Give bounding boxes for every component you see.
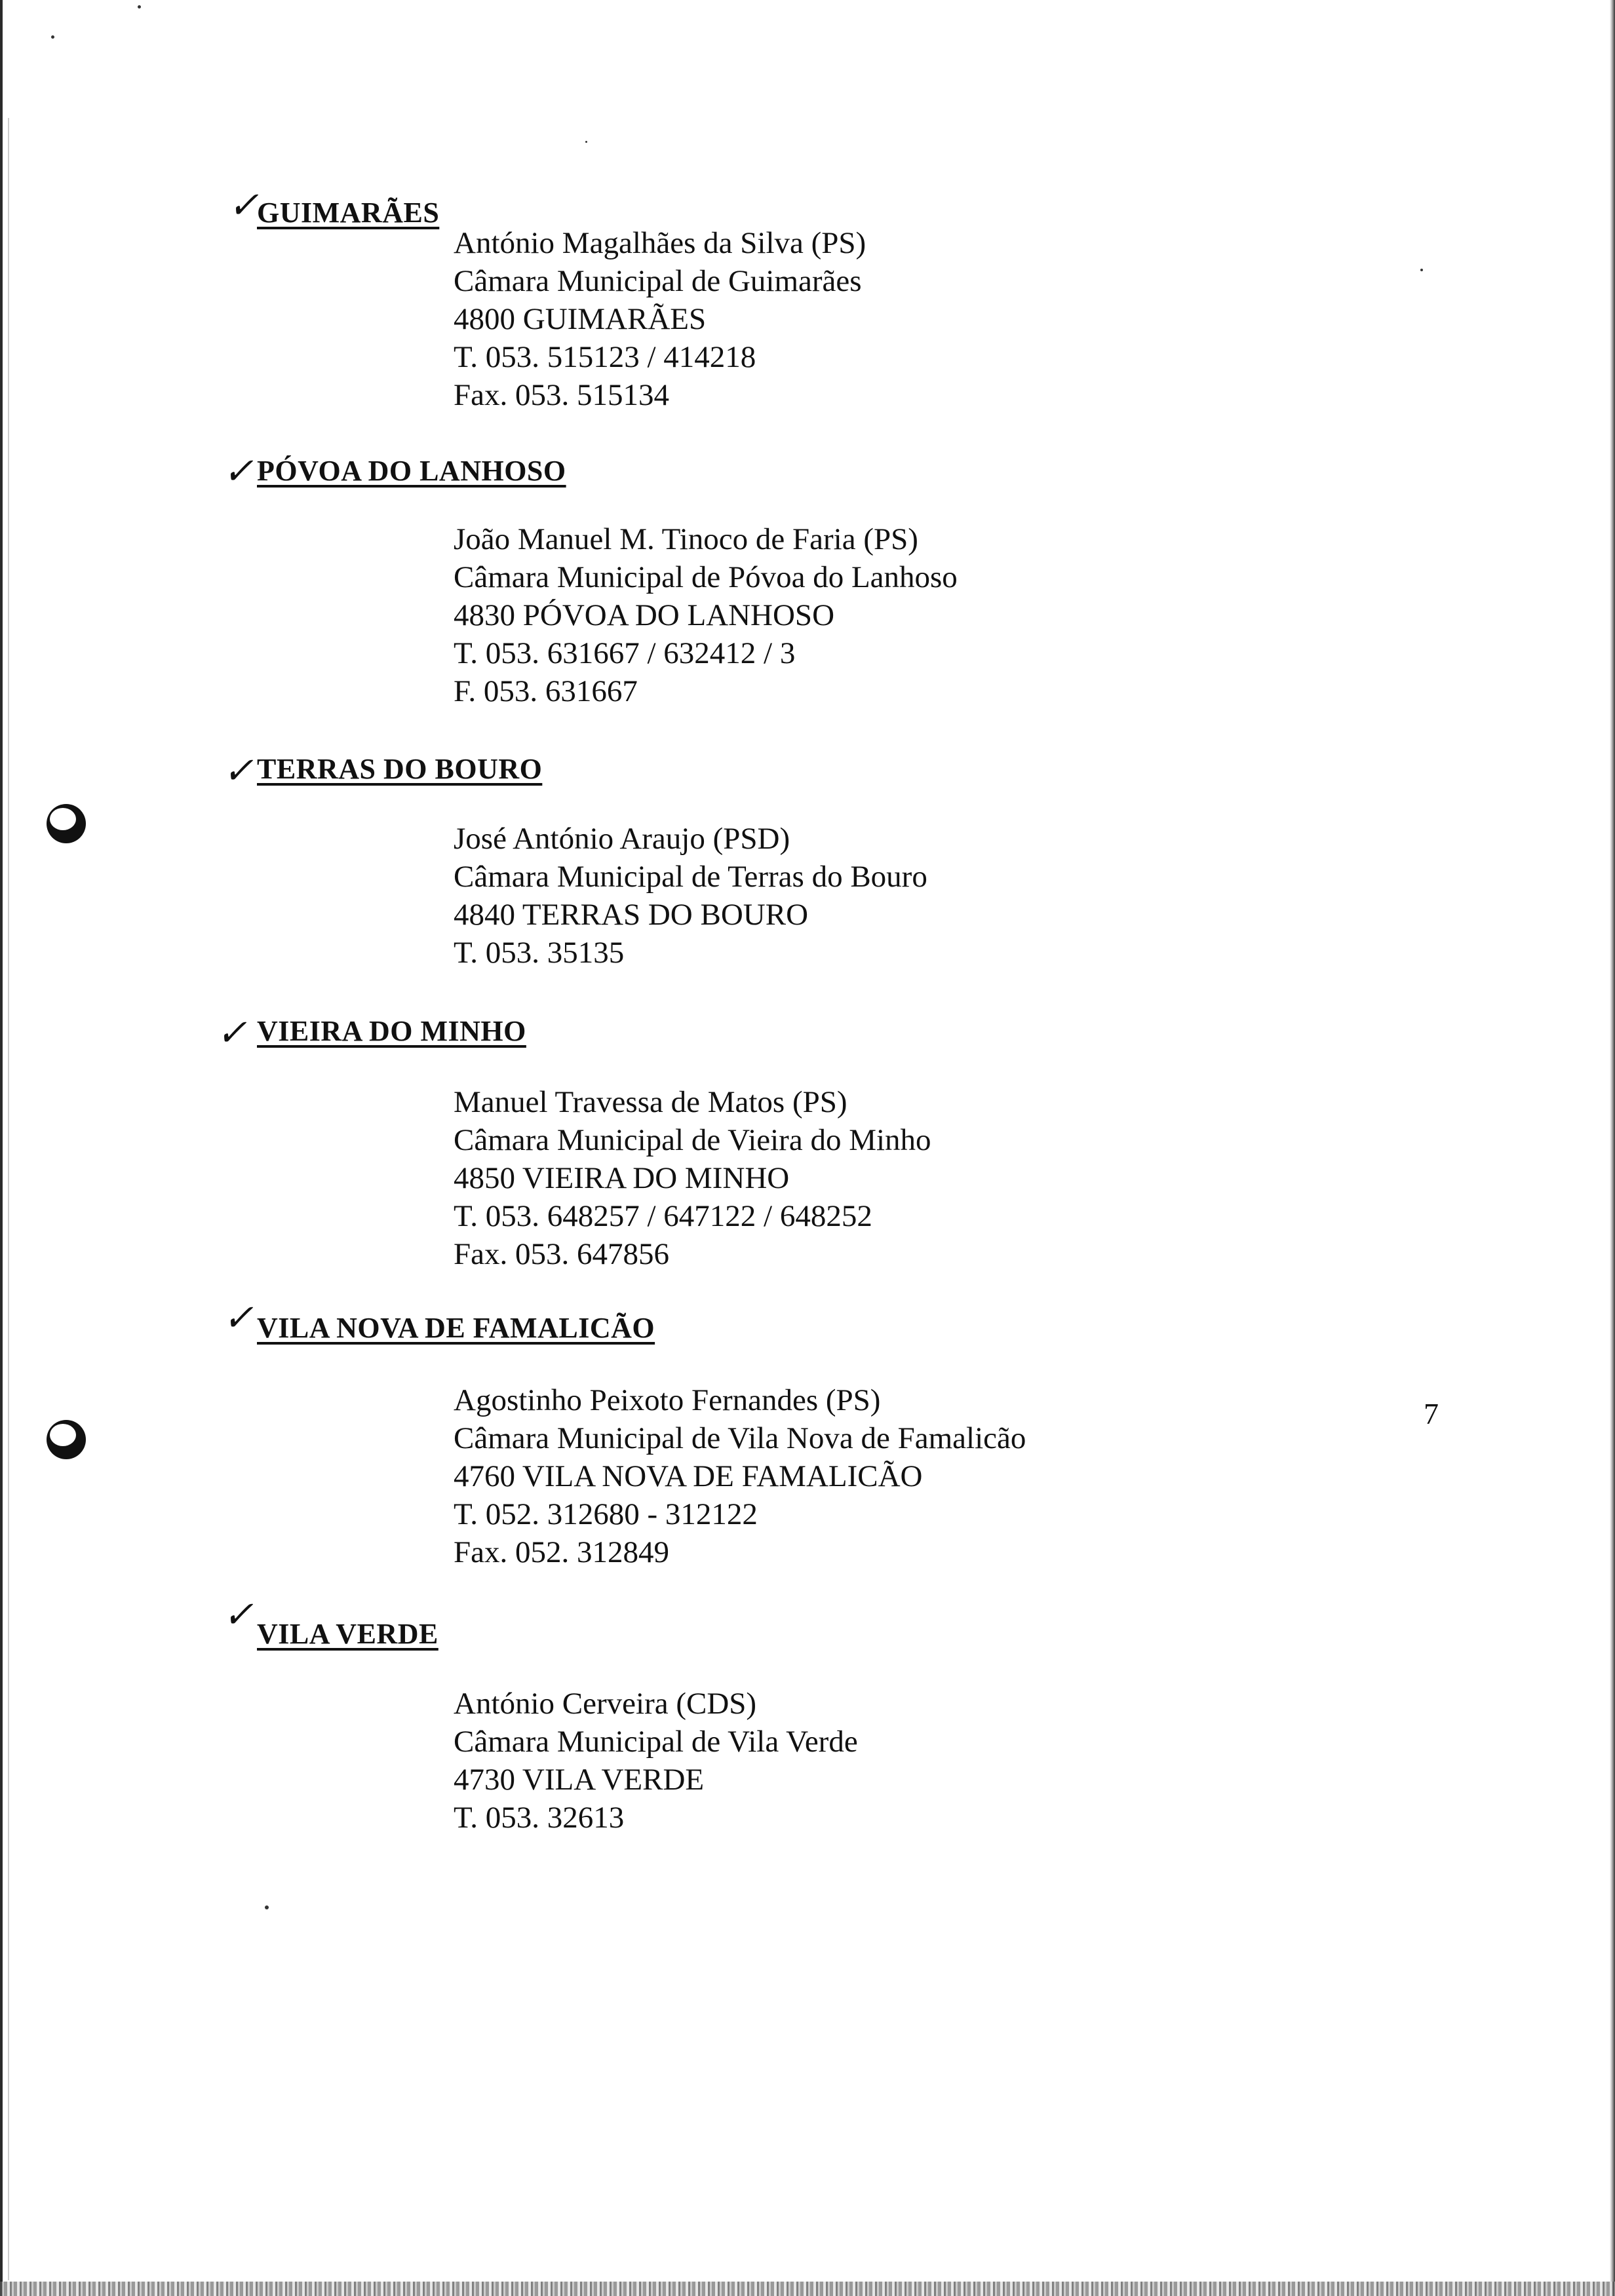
municipality-heading: VILA NOVA DE FAMALICÃO (257, 1312, 655, 1344)
scan-edge-left (0, 0, 3, 2296)
postal-address: 4840 TERRAS DO BOURO (454, 898, 809, 932)
fax: Fax. 053. 515134 (454, 378, 669, 412)
mayor-name: Agostinho Peixoto Fernandes (PS) (454, 1383, 881, 1417)
scan-speck (51, 35, 54, 39)
telephone: T. 053. 32613 (454, 1801, 625, 1835)
fax: F. 053. 631667 (454, 674, 638, 708)
fax: Fax. 052. 312849 (454, 1535, 669, 1569)
contact-block (454, 520, 958, 710)
contact-block (454, 820, 927, 972)
telephone: T. 053. 631667 / 632412 / 3 (454, 636, 796, 670)
municipality-heading: TERRAS DO BOURO (257, 753, 543, 785)
check-mark-icon: ✓ (223, 751, 254, 792)
check-mark-icon: ✓ (223, 451, 254, 492)
mayor-name: António Cerveira (CDS) (454, 1687, 757, 1721)
punch-hole-icon (43, 1417, 89, 1463)
telephone: T. 053. 648257 / 647122 / 648252 (454, 1199, 872, 1233)
council-name: Câmara Municipal de Guimarães (454, 264, 862, 298)
scan-speck (265, 1905, 269, 1909)
council-name: Câmara Municipal de Vila Nova de Famalicão (454, 1421, 1026, 1455)
municipality-heading: VIEIRA DO MINHO (257, 1015, 526, 1047)
scan-speck (1420, 269, 1423, 271)
telephone: T. 053. 515123 / 414218 (454, 340, 756, 374)
punch-hole-icon (43, 801, 89, 847)
scan-edge-right (1610, 0, 1615, 2296)
contact-block (454, 1685, 858, 1837)
postal-address: 4760 VILA NOVA DE FAMALICÃO (454, 1459, 923, 1493)
council-name: Câmara Municipal de Vieira do Minho (454, 1123, 931, 1157)
mayor-name: Manuel Travessa de Matos (PS) (454, 1085, 847, 1119)
check-mark-icon: ✓ (223, 1298, 254, 1339)
scan-edge-bottom (0, 2282, 1615, 2296)
contact-block (454, 1381, 1026, 1571)
municipality-heading: PÓVOA DO LANHOSO (257, 455, 566, 487)
mayor-name: João Manuel M. Tinoco de Faria (PS) (454, 522, 918, 556)
scan-speck (585, 141, 587, 143)
check-mark-icon: ✓ (228, 185, 259, 226)
postal-address: 4830 PÓVOA DO LANHOSO (454, 598, 835, 632)
postal-address: 4800 GUIMARÃES (454, 302, 707, 336)
postal-address: 4730 VILA VERDE (454, 1763, 705, 1797)
check-mark-icon: ✓ (223, 1595, 254, 1636)
municipality-heading: GUIMARÃES (257, 197, 440, 229)
mayor-name: António Magalhães da Silva (PS) (454, 226, 866, 260)
scan-speck (138, 5, 141, 9)
telephone: T. 052. 312680 - 312122 (454, 1497, 758, 1531)
fax: Fax. 053. 647856 (454, 1237, 669, 1271)
check-mark-icon: ✓ (216, 1013, 247, 1054)
scan-edge-line (8, 118, 9, 2280)
telephone: T. 053. 35135 (454, 936, 625, 970)
mayor-name: José António Araujo (PSD) (454, 822, 790, 856)
page-number: 7 (1424, 1397, 1439, 1430)
contact-block (454, 224, 866, 414)
council-name: Câmara Municipal de Terras do Bouro (454, 860, 927, 894)
council-name: Câmara Municipal de Vila Verde (454, 1725, 858, 1759)
municipality-heading: VILA VERDE (257, 1618, 438, 1650)
contact-block (454, 1083, 931, 1273)
postal-address: 4850 VIEIRA DO MINHO (454, 1161, 790, 1195)
council-name: Câmara Municipal de Póvoa do Lanhoso (454, 560, 958, 594)
